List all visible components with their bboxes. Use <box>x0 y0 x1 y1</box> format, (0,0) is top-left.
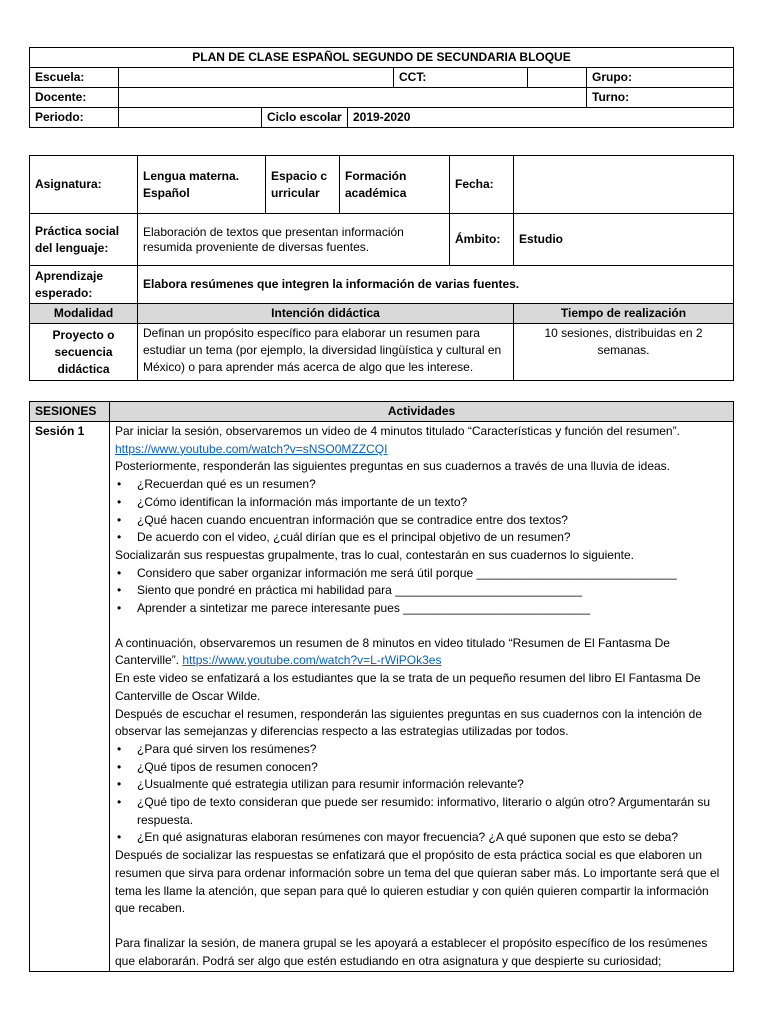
turno-label: Turno: <box>587 88 734 108</box>
ambito-label: Ámbito: <box>450 214 514 266</box>
list-item: • ¿Para qué sirven los resúmenes? <box>115 741 728 759</box>
docente-field[interactable] <box>119 88 587 108</box>
session-label: Sesión 1 <box>30 422 110 972</box>
list-item: • ¿Cómo identifican la información más importante de un texto? <box>115 494 728 512</box>
list-item: • ¿En qué asignaturas elaboran resúmenes con mayor frecuencia? ¿A qué suponen que esto se deba? <box>115 829 728 847</box>
list-item: • De acuerdo con el video, ¿cuál dirían que es el principal objetivo de un resumen? <box>115 529 728 547</box>
paragraph-socializar: Socializarán sus respuestas grupalmente, tras lo cual, contestarán en sus cuadernos lo siguiente. <box>115 547 634 562</box>
session-activities <box>110 422 734 972</box>
list-item: • ¿Qué tipos de resumen conocen? <box>115 759 728 777</box>
video-link-fantasma[interactable]: https://www.youtube.com/watch?v=L-rWiPOk3es <box>182 653 442 668</box>
questions-list-3 <box>115 741 728 847</box>
cct-label: CCT: <box>394 68 528 88</box>
tiempo-header: Tiempo de realización <box>514 304 734 324</box>
asignatura-value: Lengua materna. Español <box>138 156 266 214</box>
header-table <box>29 47 734 128</box>
modalidad-value: Proyecto o secuencia didáctica <box>30 324 138 381</box>
intencion-header: Intención didáctica <box>138 304 514 324</box>
periodo-field[interactable] <box>119 108 262 128</box>
escuela-label: Escuela: <box>30 68 119 88</box>
list-item: • ¿Recuerdan qué es un resumen? <box>115 476 728 494</box>
questions-list-1 <box>115 476 728 547</box>
actividades-header: Actividades <box>110 402 734 422</box>
paragraph-intro: Par iniciar la sesión, observaremos un video de 4 minutos titulado “Características y función del resumen”. <box>115 424 680 438</box>
list-item: • Siento que pondré en práctica mi habilidad para ____________________________ <box>115 582 728 600</box>
paragraph-enfatizar: En este video se enfatizará a los estudiantes que la se trata de un pequeño resumen del libro El Fantasma De Canterville de Oscar Wilde. <box>115 671 701 703</box>
questions-list-2 <box>115 565 728 618</box>
paragraph-finalizar: Para finalizar la sesión, de manera grupal se les apoyará a establecer el propósito específico de los resúmenes que elaborarán. Podrá ser algo que estén estudiando en otra asignatura y que despierte su curiosidad; <box>115 935 708 968</box>
docente-label: Docente: <box>30 88 119 108</box>
aprendizaje-label: Aprendizaje esperado: <box>30 266 138 304</box>
intencion-value: Definan un propósito específico para elaborar un resumen para estudiar un tema (por ejemplo, la diversidad lingüística y cultural en México) o para aprender más acerca de algo que les interese. <box>138 324 514 381</box>
ambito-value: Estudio <box>514 214 734 266</box>
cct-field[interactable] <box>528 68 587 88</box>
tiempo-value: 10 sesiones, distribuidas en 2 semanas. <box>514 324 734 381</box>
asignatura-label: Asignatura: <box>30 156 138 214</box>
grupo-label: Grupo: <box>587 68 734 88</box>
fecha-label: Fecha: <box>450 156 514 214</box>
list-item: • ¿Qué hacen cuando encuentran información que se contradice entre dos textos? <box>115 512 728 530</box>
list-item: • ¿Qué tipo de texto consideran que puede ser resumido: informativo, literario o algún otro? Argumentarán su respuesta. <box>115 794 728 829</box>
periodo-label: Periodo: <box>30 108 119 128</box>
ciclo-value: 2019-2020 <box>348 108 734 128</box>
fecha-field[interactable] <box>514 156 734 214</box>
video-link-resumen[interactable]: https://www.youtube.com/watch?v=sNSO0MZZCQI <box>115 441 388 456</box>
practica-label: Práctica social del lenguaje: <box>30 214 138 266</box>
list-item: • Aprender a sintetizar me parece interesante pues ____________________________ <box>115 600 728 618</box>
modalidad-header: Modalidad <box>30 304 138 324</box>
ciclo-label: Ciclo escolar <box>262 108 348 128</box>
plan-title: PLAN DE CLASE ESPAÑOL SEGUNDO DE SECUNDARIA BLOQUE <box>30 48 734 68</box>
formacion-value: Formación académica <box>340 156 450 214</box>
aprendizaje-value: Elabora resúmenes que integren la información de varias fuentes. <box>138 266 734 304</box>
list-item: • Considero que saber organizar información me será útil porque ______________________________ <box>115 565 728 583</box>
paragraph-despues: Después de escuchar el resumen, responderán las siguientes preguntas en sus cuadernos con la intención de observar las semejanzas y diferencias respecto a las estrategias utilizadas por todos. <box>115 706 703 739</box>
sessions-table <box>29 401 734 972</box>
practica-value: Elaboración de textos que presentan información resumida proveniente de diversas fuentes. <box>138 214 450 266</box>
sesiones-header: SESIONES <box>30 402 110 422</box>
paragraph-preguntas: Posteriormente, responderán las siguientes preguntas en sus cuadernos a través de una lluvia de ideas. <box>115 459 671 474</box>
list-item: • ¿Usualmente qué estrategia utilizan para resumir información relevante? <box>115 776 728 794</box>
info-table <box>29 155 734 381</box>
paragraph-proposito: Después de socializar las respuestas se enfatizará que el propósito de esta práctica social es que elaboren un resumen que sirva para ordenar información sobre un tema del que quieran saber más. Lo importante será que el tema les llame la atención, que sepan para qué lo quieren estudiar y con quién quieren compartir la información que recaben. <box>115 848 720 916</box>
paragraph-continuacion: A continuación, observaremos un resumen de 8 minutos en video titulado “Resumen de El Fantasma De Canterville”. <box>115 635 670 668</box>
escuela-field[interactable] <box>119 68 394 88</box>
espacio-curricular-label: Espacio curricular <box>266 156 340 214</box>
